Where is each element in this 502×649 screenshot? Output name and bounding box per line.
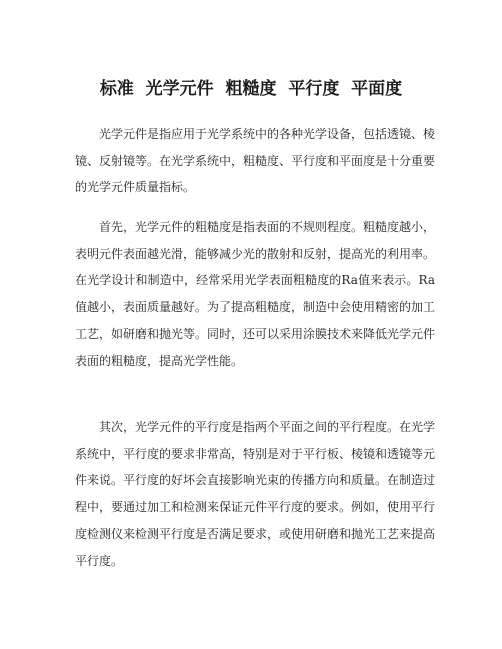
paragraph-intro: 光学元件是指应用于光学系统中的各种光学设备，包括透镜、棱镜、反射镜等。在光学系统中，粗糙度、平行度和平面度是十分重要的光学元件质量指标。 bbox=[75, 127, 436, 195]
paragraph-roughness: 首先，光学元件的粗糙度是指表面的不规则程度。粗糙度越小，表明元件表面越光滑，能够减少光的散射和反射，提高光的利用率。在光学设计和制造中，经常采用光学表面粗糙度的Ra值来表示。Ra值越小，表面质量越好。为了提高粗糙度，制造中会使用精密的加工工艺，如研磨和抛光等。同时，还可以采用涂膜技术来降低光学元件表面的粗糙度，提高光学性能。 bbox=[75, 220, 436, 368]
paragraph-parallelism: 其次，光学元件的平行度是指两个平面之间的平行程度。在光学系统中，平行度的要求非常高，特别是对于平行板、棱镜和透镜等元件来说。平行度的好坏会直接影响光束的传播方向和质量。在制造过程中，要通过加工和检测来保证元件平行度的要求。例如，使用平行度检测仪来检测平行度是否满足要求，或使用研磨和抛光工艺来提高平行度。 bbox=[75, 420, 436, 568]
document-title: 标准 光学元件 粗糙度 平行度 平面度 bbox=[99, 79, 403, 99]
